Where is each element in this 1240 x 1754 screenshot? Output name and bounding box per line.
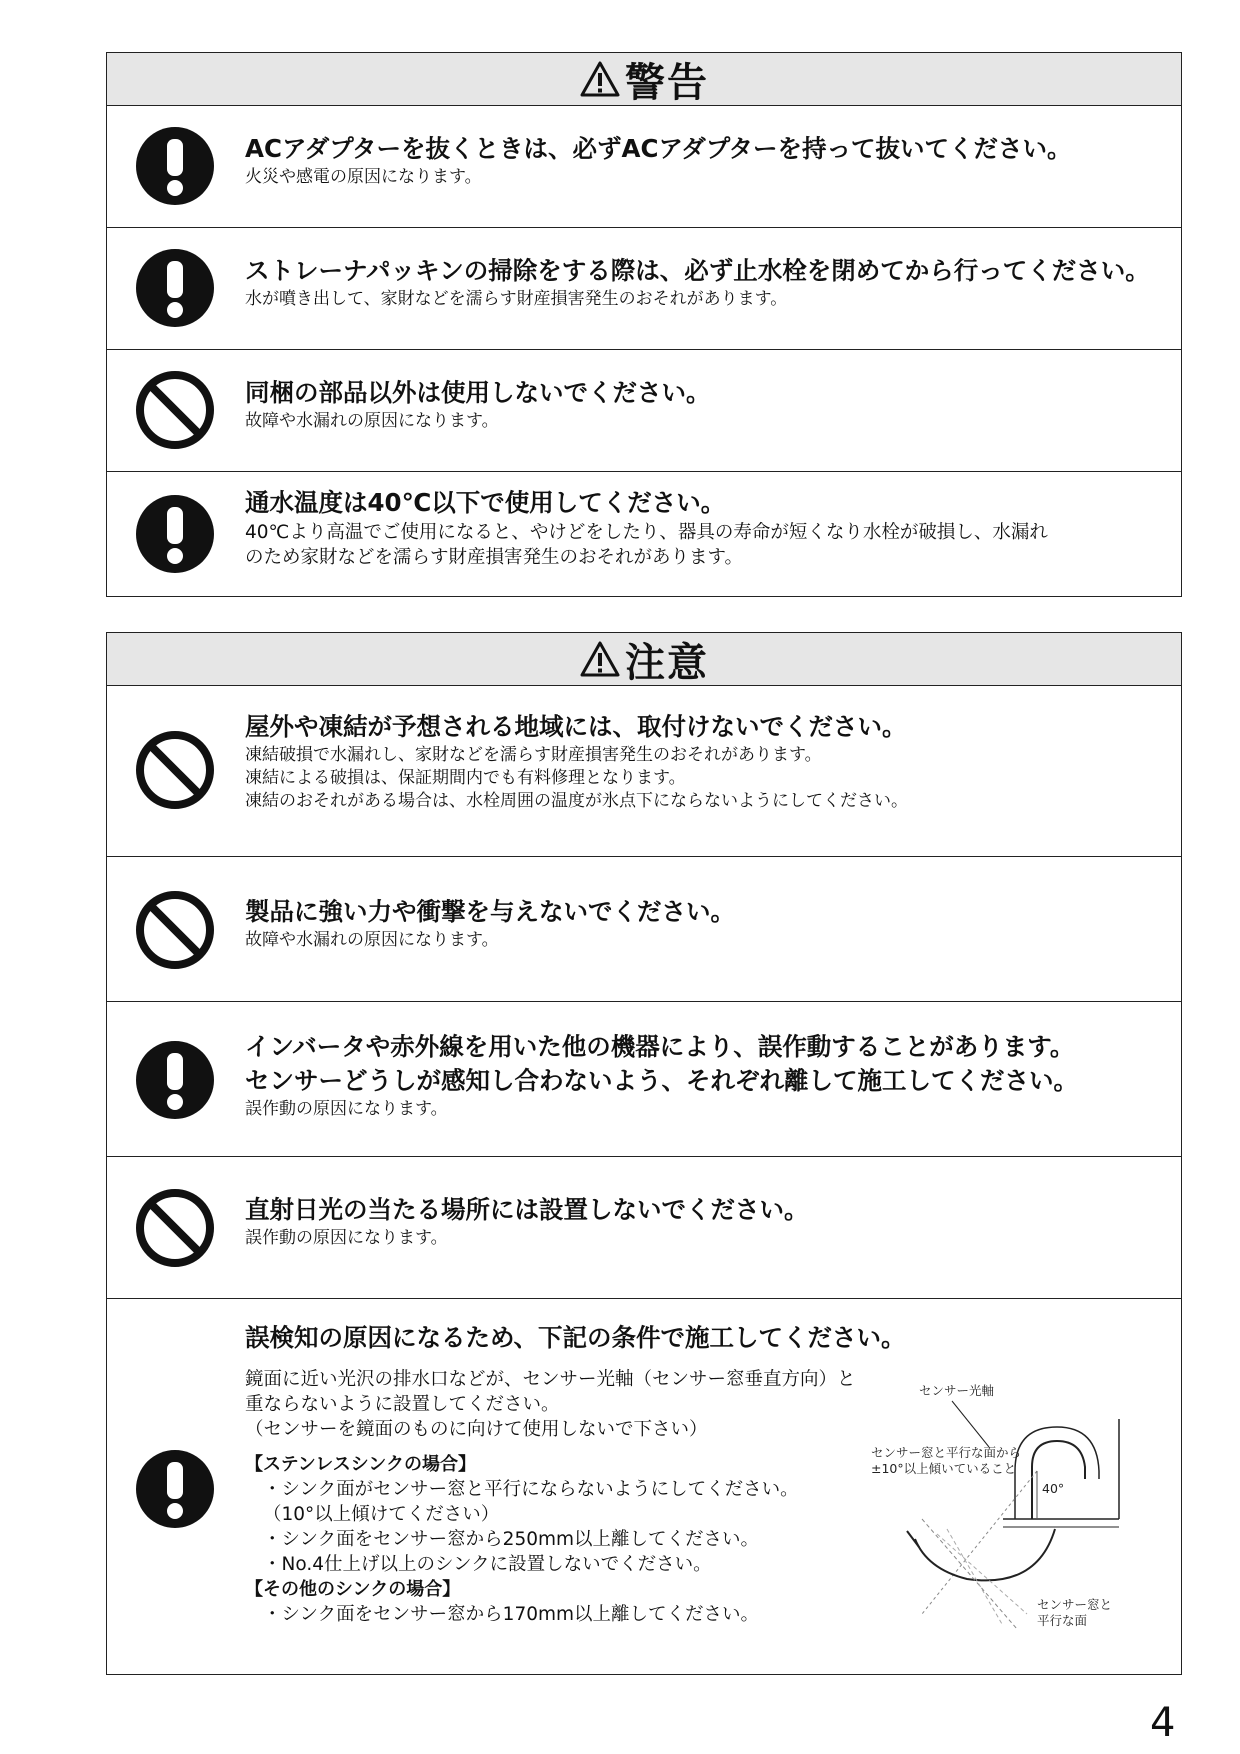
- bullet-item: ・シンク面をセンサー窓から170mm以上離してください。: [263, 1604, 760, 1625]
- warning-item: [107, 350, 1181, 472]
- bullet-item: ・No.4仕上げ以上のシンクに設置しないでください。: [263, 1554, 712, 1575]
- prohibition-icon: [135, 1188, 215, 1268]
- prohibition-icon: [135, 370, 215, 450]
- item-detail: 誤作動の原因になります。: [245, 1228, 448, 1248]
- item-detail: 誤作動の原因になります。: [245, 1099, 448, 1119]
- item-detail: 故障や水漏れの原因になります。: [245, 930, 499, 950]
- item-detail-line: 凍結のおそれがある場合は、水栓周囲の温度が氷点下にならないようにしてください。: [245, 791, 908, 811]
- caution-item: [107, 857, 1181, 1002]
- item-detail-line: のため家財などを濡らす財産損害発生のおそれがあります。: [245, 547, 744, 568]
- exclamation-icon: [135, 248, 215, 328]
- caution-title: 注意: [625, 639, 709, 686]
- caution-box: [106, 632, 1182, 1675]
- caution-header: [107, 633, 1181, 686]
- item-detail: 故障や水漏れの原因になります。: [245, 411, 499, 431]
- angle-label: 40°: [1042, 1481, 1065, 1496]
- other-sink-title: 【その他のシンクの場合】: [245, 1579, 461, 1600]
- item-detail-line: 40℃より高温でご使用になると、やけどをしたり、器具の寿命が短くなり水栓が破損し、水漏れ: [245, 522, 1048, 543]
- item-heading: 通水温度は40℃以下で使用してください。: [245, 488, 726, 517]
- item-detail-line: 凍結破損で水漏れし、家財などを濡らす財産損害発生のおそれがあります。: [245, 745, 822, 765]
- item-heading: センサーどうしが感知し合わないよう、それぞれ離して施工してください。: [245, 1066, 1078, 1095]
- warning-triangle-icon: [579, 60, 621, 98]
- intro-line: 重ならないように設置してください。: [245, 1394, 560, 1415]
- warning-title: 警告: [625, 59, 709, 106]
- sensor-axis-label: センサー光軸: [919, 1383, 995, 1398]
- exclamation-icon: [135, 126, 215, 206]
- item-heading: インバータや赤外線を用いた他の機器により、誤作動することがあります。: [245, 1032, 1075, 1061]
- bullet-item: ・シンク面がセンサー窓と平行にならないようにしてください。: [263, 1479, 799, 1500]
- item-heading: 同梱の部品以外は使用しないでください。: [245, 378, 711, 407]
- warning-item: [107, 472, 1181, 596]
- tilt-label-line2: ±10°以上傾いていること: [871, 1461, 1017, 1476]
- exclamation-icon: [135, 494, 215, 574]
- item-heading: 屋外や凍結が予想される地域には、取付けないでください。: [245, 712, 907, 741]
- warning-triangle-icon: [579, 640, 621, 678]
- parallel-label-line1: センサー窓と: [1037, 1597, 1113, 1612]
- exclamation-icon: [135, 1040, 215, 1120]
- item-detail: 火災や感電の原因になります。: [245, 167, 482, 187]
- item-heading: 直射日光の当たる場所には設置しないでください。: [245, 1195, 809, 1224]
- warning-item: [107, 228, 1181, 350]
- warning-header: [107, 53, 1181, 106]
- caution-item: [107, 1157, 1181, 1299]
- bullet-item: （10°以上傾けてください）: [263, 1504, 500, 1525]
- intro-line: （センサーを鏡面のものに向けて使用しないで下さい）: [245, 1419, 708, 1440]
- exclamation-icon: [135, 1449, 215, 1529]
- item-detail-line: 凍結による破損は、保証期間内でも有料修理となります。: [245, 768, 686, 788]
- intro-line: 鏡面に近い光沢の排水口などが、センサー光軸（センサー窓垂直方向）と: [245, 1369, 856, 1390]
- bullet-item: ・シンク面をセンサー窓から250mm以上離してください。: [263, 1529, 760, 1550]
- caution-item: [107, 1299, 1181, 1679]
- parallel-label-line2: 平行な面: [1037, 1613, 1088, 1628]
- item-heading: 製品に強い力や衝撃を与えないでください。: [245, 897, 735, 926]
- tilt-label-line1: センサー窓と平行な面から: [871, 1445, 1022, 1460]
- sensor-angle-diagram: [827, 1379, 1157, 1639]
- caution-item: [107, 686, 1181, 857]
- prohibition-icon: [135, 890, 215, 970]
- page-number: 4: [1150, 1700, 1176, 1746]
- warning-box: [106, 52, 1182, 597]
- caution-item: [107, 1002, 1181, 1157]
- item-heading: ストレーナパッキンの掃除をする際は、必ず止水栓を閉めてから行ってください。: [245, 256, 1150, 285]
- prohibition-icon: [135, 730, 215, 810]
- item-detail: 水が噴き出して、家財などを濡らす財産損害発生のおそれがあります。: [245, 289, 788, 309]
- item-heading: ACアダプターを抜くときは、必ずACアダプターを持って抜いてください。: [245, 134, 1072, 163]
- item-heading: 誤検知の原因になるため、下記の条件で施工してください。: [245, 1323, 906, 1352]
- warning-item: [107, 106, 1181, 228]
- stainless-sink-title: 【ステンレスシンクの場合】: [245, 1454, 476, 1475]
